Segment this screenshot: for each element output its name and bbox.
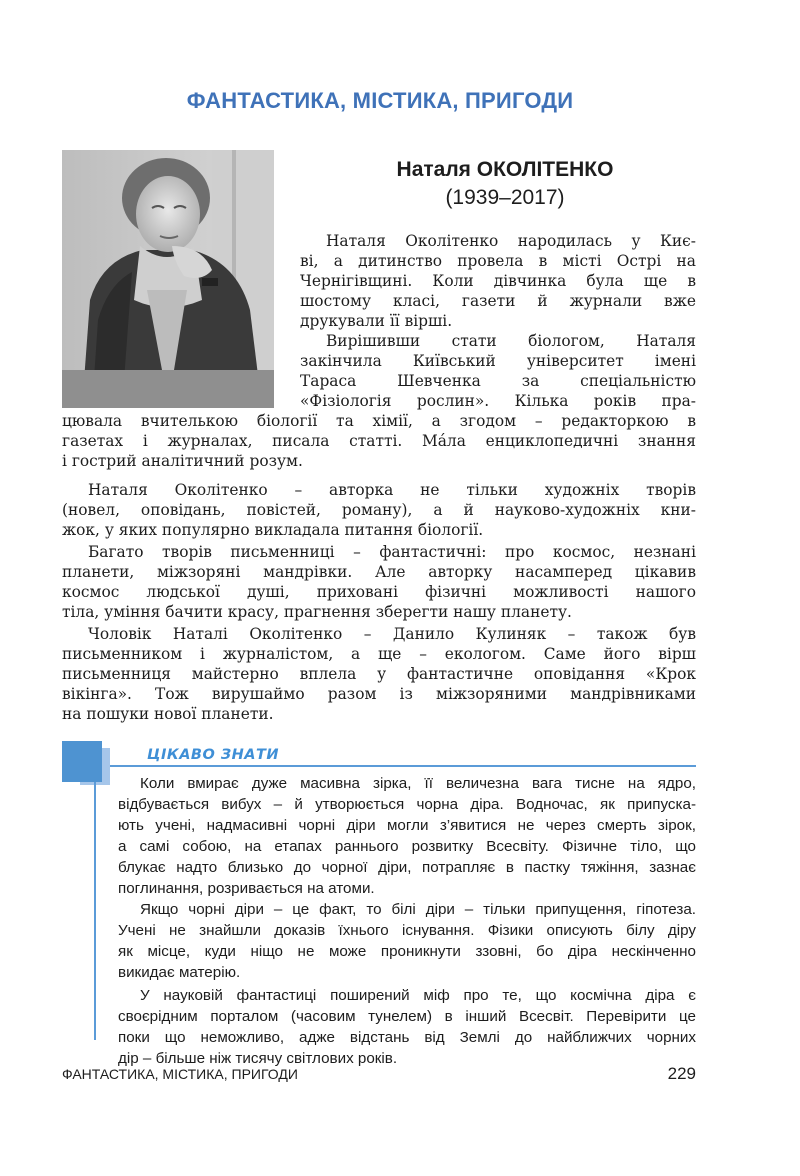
info-line: дір – більше ніж тисячу світлових років. [118, 1050, 398, 1067]
bio-line: письменниця майстерно вплела у фантастичне оповідання «Крок [62, 665, 696, 683]
bio-line: планети, міжзоряні мандрівки. Але авторку насамперед цікавив [62, 563, 696, 581]
author-name: Наталя ОКОЛІТЕНКО [396, 158, 614, 181]
bio-line: «Фізіологія рослин». Кілька років пра- [300, 392, 696, 410]
bio-line: тіла, уміння бачити красу, прагнення зберегти нашу планету. [62, 603, 572, 621]
section-title: ФАНТАСТИКА, МІСТИКА, ПРИГОДИ [186, 88, 574, 113]
bio-line: і гострий аналітичний розум. [62, 452, 303, 470]
portrait-image [62, 150, 274, 408]
bio-line: Наталя Околітенко народилась у Киє- [326, 232, 696, 250]
bio-line: письменником і журналістом, а ще – екологом. Саме його вірш [62, 645, 696, 663]
info-line: поглинання, розривається на атоми. [118, 880, 375, 897]
footer-section: ФАНТАСТИКА, МІСТИКА, ПРИГОДИ [62, 1066, 298, 1082]
bio-line: Наталя Околітенко – авторка не тільки художніх творів [88, 481, 696, 499]
bio-line: Чернігівщині. Коли дівчинка була ще в [300, 272, 696, 290]
bio-line: Чоловік Наталі Околітенко – Данило Кулиняк – також був [88, 625, 696, 643]
bio-line: космос людської душі, приховані фізичні можливості нашого [62, 583, 696, 601]
info-line: У науковій фантастиці поширений міф про те, що космічна діра є [140, 987, 696, 1004]
bio-line: газетах і журналах, писала статті. Ма́ла енциклопедичні знання [62, 432, 696, 450]
author-portrait [62, 150, 274, 408]
info-line: Якщо чорні діри – це факт, то білі діри – тільки припущення, гіпотеза. [140, 901, 696, 918]
bio-line: Тараса Шевченка за спеціальністю [300, 372, 696, 390]
bio-line: ві, а дитинство провела в місті Острі на [300, 252, 696, 270]
info-box-heading: ЦІКАВО ЗНАТИ [147, 747, 280, 763]
info-box-top-rule [110, 765, 696, 767]
info-line: а самі собою, на етапах раннього розвитку Всесвіту. Фізичне тіло, що [118, 838, 696, 855]
bio-line: закінчила Київський університет імені [300, 352, 696, 370]
info-line: відбувається вибух – й утворюється чорна діра. Водночас, як припуска- [118, 796, 696, 813]
info-line: своєрідним порталом (часовим тунелем) в інший Всесвіт. Перевірити це [118, 1008, 696, 1025]
bio-line: Багато творів письменниці – фантастичні: про космос, незнані [88, 543, 696, 561]
page-number: 229 [667, 1064, 696, 1083]
bio-line: жок, у яких популярно викладала питання біології. [62, 521, 484, 539]
author-years: (1939–2017) [445, 186, 565, 209]
info-line: викидає матерію. [118, 964, 241, 981]
info-line: як місце, куди ніщо не може проникнути ззовні, бо діра нескінченно [118, 943, 696, 960]
bio-line: на пошуки нової планети. [62, 705, 274, 723]
bio-line: друкували її вірші. [300, 312, 453, 330]
info-box-left-rule [94, 782, 96, 1040]
info-line: Коли вмирає дуже масивна зірка, її величезна вага тисне на ядро, [140, 775, 696, 792]
info-box-decoration-dark [62, 741, 102, 782]
info-line: блукає надто близько до чорної діри, потрапляє в пастку тяжіння, зазнає [118, 859, 696, 876]
bio-line: шостому класі, газети й журнали вже [300, 292, 696, 310]
bio-line: Вирішивши стати біологом, Наталя [326, 332, 696, 350]
bio-line: вікінга». Тож вирушаймо разом із міжзоряними мандрівниками [62, 685, 696, 703]
info-line: Учені не знайшли доказів їхнього існування. Фізики описують білу діру [118, 922, 696, 939]
info-line: поки що неможливо, адже відстань від Землі до найближчих чорних [118, 1029, 696, 1046]
bio-line: (новел, оповідань, повістей, роману), а й науково-художніх кни- [62, 501, 696, 519]
bio-line: цювала вчителькою біології та хімії, а згодом – редакторкою в [62, 412, 696, 430]
info-line: ють учені, надмасивні чорні діри могли з’явитися не через смерть зірок, [118, 817, 696, 834]
